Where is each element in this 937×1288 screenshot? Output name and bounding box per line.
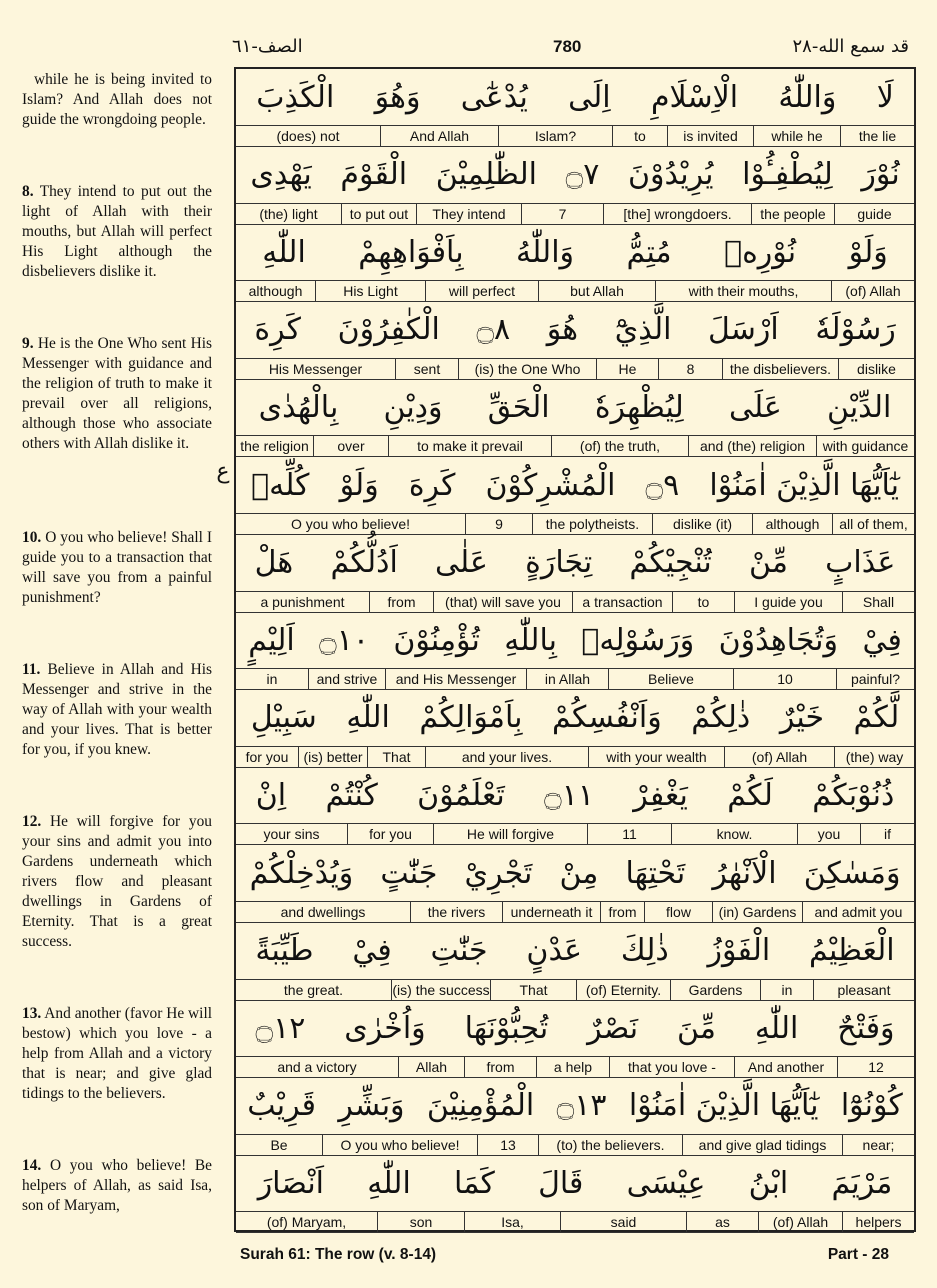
word-by-word-grid [234, 67, 916, 1232]
verse-number: 8. [22, 183, 34, 200]
arabic-word: ذُنُوْبَكُمْ [812, 777, 895, 813]
ruku-mark: ع [216, 459, 230, 484]
arabic-word: رَسُوْلَهٗ [815, 312, 896, 348]
arabic-word: يٰٓاَيُّهَا الَّذِيْنَ اٰمَنُوْا [709, 467, 899, 503]
arabic-word: اِلَى [568, 79, 611, 115]
gloss-cell: to [612, 126, 667, 146]
english-gloss-line [236, 824, 914, 845]
arabic-word: الْاَنْهٰرُ [712, 855, 777, 891]
verse-row [236, 69, 914, 147]
arabic-word: يُرِيْدُوْنَ [627, 157, 714, 193]
arabic-word: ۝١١ [544, 777, 594, 813]
arabic-word: وَلَوْ [339, 467, 379, 503]
gloss-cell: (in) Gardens [712, 902, 802, 922]
gloss-cell: as [686, 1212, 758, 1232]
gloss-cell: (the) light [259, 205, 318, 222]
gloss-cell: 10 [733, 669, 836, 689]
gloss-cell: the religion [240, 438, 309, 455]
gloss-cell: 8 [658, 359, 722, 379]
verse-number: 9. [22, 335, 34, 352]
arabic-word: مِّنَ [677, 1010, 716, 1046]
arabic-word: بِالْهُدٰى [258, 389, 339, 425]
verse-row [236, 1155, 914, 1233]
arabic-word: كُلِّهٖ [251, 467, 310, 503]
verse-row [236, 457, 914, 535]
arabic-line [236, 1000, 914, 1057]
verse-row [236, 1000, 914, 1078]
gloss-cell: [the] wrongdoers. [603, 204, 751, 224]
gloss-cell: with their mouths, [655, 281, 831, 301]
gloss-cell: and give glad tidings [682, 1135, 842, 1155]
gloss-cell: from [464, 1057, 536, 1077]
gloss-cell: (of) the truth, [551, 436, 688, 456]
footer-surah: Surah 61: The row (v. 8-14) [240, 1246, 437, 1263]
verse-text: O you who believe! Be helpers of Allah, as said Isa, son of Maryam, [22, 1157, 212, 1214]
verse-number: 13. [22, 1005, 42, 1022]
arabic-word: يَهْدِى [250, 157, 312, 193]
translation-verse [22, 182, 212, 282]
gloss-cell: Isa, [464, 1212, 560, 1232]
verse-number: 11. [22, 661, 41, 678]
gloss-cell: the disbelievers. [722, 359, 838, 379]
verse-text: He is the One Who sent His Messenger with guidance and the religion of truth to make it prevail over all religions, although those who associate others with Allah dislike it. [22, 335, 212, 452]
gloss-cell: from [600, 902, 644, 922]
arabic-word: لَّكُمْ [853, 700, 900, 736]
arabic-line [236, 535, 914, 592]
arabic-word: لِيُطْفِـُٔوْا [742, 157, 833, 193]
arabic-line [236, 1078, 914, 1135]
arabic-word: الظّٰلِمِيْنَ [435, 157, 537, 193]
arabic-word: عِيْسَى [626, 1165, 706, 1201]
translation-verse [22, 660, 212, 760]
gloss-cell: (the) way [834, 747, 914, 767]
arabic-word: اِنْ [255, 777, 287, 813]
verse-text: O you who believe! Shall I guide you to a transaction that will save you from a painful punishment? [22, 529, 212, 606]
arabic-line [236, 147, 914, 204]
arabic-word: اَدُلُّكُمْ [330, 545, 398, 581]
arabic-line [236, 845, 914, 902]
arabic-word: الْمُؤْمِنِيْنَ [426, 1088, 535, 1124]
gloss-cell: (is) the success [392, 981, 490, 998]
gloss-cell: And another [734, 1057, 837, 1077]
english-gloss-line [236, 1057, 914, 1078]
gloss-cell: for you [245, 748, 289, 765]
arabic-word: كُنْتُمْ [325, 777, 378, 813]
arabic-word: سَبِيْلِ [250, 700, 317, 736]
arabic-word: ۝٧ [565, 157, 600, 193]
arabic-line [236, 612, 914, 669]
arabic-word: الْكَذِبَ [256, 79, 335, 115]
arabic-word: مِّنْ [749, 545, 788, 581]
gloss-cell: a transaction [572, 592, 672, 612]
gloss-cell: (to) the believers. [538, 1135, 682, 1155]
arabic-word: اَنْصَارَ [257, 1165, 325, 1201]
arabic-word: طَيِّبَةً [255, 933, 314, 969]
arabic-line [236, 923, 914, 980]
arabic-line [236, 690, 914, 747]
gloss-cell: underneath it [502, 902, 600, 922]
gloss-cell: helpers [842, 1212, 914, 1232]
gloss-cell: Allah [398, 1057, 464, 1077]
arabic-word: ذٰلِكَ [620, 933, 669, 969]
verse-row [236, 767, 914, 845]
gloss-cell: near; [842, 1135, 914, 1155]
arabic-word: فِيْ [352, 933, 392, 969]
gloss-cell: the people [751, 204, 834, 224]
arabic-word: تَعْلَمُوْنَ [417, 777, 505, 813]
gloss-cell: I guide you [734, 592, 842, 612]
arabic-word: تُنْجِيْكُمْ [629, 545, 712, 581]
arabic-word: كَرِهَ [254, 312, 301, 348]
english-gloss-line [236, 1135, 914, 1156]
gloss-cell: that you love - [609, 1057, 734, 1077]
gloss-cell: 7 [521, 204, 603, 224]
gloss-cell: Believe [608, 669, 733, 689]
gloss-cell: and strive [308, 669, 385, 689]
translation-verse [22, 812, 212, 952]
arabic-word: وَاللّٰهُ [778, 79, 837, 115]
gloss-cell: will perfect [425, 281, 538, 301]
verse-row [236, 1078, 914, 1156]
gloss-cell: That [367, 747, 425, 767]
arabic-word: الدِّيْنِ [826, 389, 892, 425]
gloss-cell: (of) Allah [724, 747, 834, 767]
arabic-word: لَا [876, 79, 894, 115]
arabic-word: خَيْرٌ [779, 700, 824, 736]
arabic-word: تَحْتِهَا [625, 855, 686, 891]
arabic-word: ۝١٠ [319, 622, 369, 658]
gloss-cell: but Allah [538, 281, 655, 301]
arabic-word: هَلْ [254, 545, 294, 581]
arabic-word: وَاَنْفُسِكُمْ [552, 700, 662, 736]
arabic-word: جَنّٰتِ [430, 933, 488, 969]
arabic-line [236, 767, 914, 824]
arabic-word: قَرِيْبٌ [247, 1088, 316, 1124]
arabic-word: مَرْيَمَ [831, 1165, 893, 1201]
arabic-word: يٰٓاَيُّهَا الَّذِيْنَ اٰمَنُوْا [628, 1088, 819, 1124]
arabic-word: لَكُمْ [727, 777, 773, 813]
gloss-cell: for you [347, 824, 433, 844]
arabic-word: وَمَسٰكِنَ [803, 855, 901, 891]
arabic-word: مِنْ [559, 855, 599, 891]
arabic-word: عَلَى [728, 389, 782, 425]
surah-title-arabic: الصف-٦١ [232, 36, 303, 57]
arabic-word: عَذَابٍ [825, 545, 896, 581]
gloss-cell: He [596, 359, 658, 379]
arabic-word: وَاُخْرٰى [344, 1010, 426, 1046]
translation-verse [22, 70, 212, 130]
verse-row [236, 923, 914, 1001]
english-gloss-line [236, 514, 914, 535]
arabic-word: تِجَارَةٍ [525, 545, 593, 581]
arabic-word: اَلِيْمٍ [248, 622, 295, 658]
gloss-cell: (of) Eternity. [576, 980, 670, 1000]
gloss-cell: the rivers [410, 902, 502, 922]
arabic-word: تُؤْمِنُوْنَ [393, 622, 480, 658]
arabic-word: اَرْسَلَ [708, 312, 779, 348]
arabic-word: اللّٰهِ [346, 700, 390, 736]
english-gloss-line [236, 669, 914, 690]
arabic-word: الْاِسْلَامِ [650, 79, 739, 115]
arabic-word: بِاللّٰهِ [504, 622, 557, 658]
gloss-cell: flow [644, 902, 712, 922]
english-gloss-line [236, 980, 914, 1001]
gloss-cell: a punishment [260, 593, 345, 610]
gloss-cell: and a victory [277, 1059, 357, 1076]
arabic-line [236, 224, 914, 281]
verse-row [236, 379, 914, 457]
gloss-cell: a help [536, 1057, 609, 1077]
verse-row [236, 302, 914, 380]
english-gloss-line [236, 281, 914, 302]
gloss-cell: Shall [842, 592, 914, 612]
gloss-cell: And Allah [380, 126, 498, 146]
gloss-cell: in [760, 980, 813, 1000]
arabic-word: يُدْعٰٓى [460, 79, 528, 115]
arabic-word: وَلَوْ [848, 234, 888, 270]
verse-number: 12. [22, 813, 42, 830]
gloss-cell: in [266, 671, 278, 688]
arabic-word: كَرِهَ [408, 467, 456, 503]
translation-verse [22, 1156, 212, 1216]
gloss-cell: O you who believe! [322, 1135, 477, 1155]
gloss-cell: dislike (it) [652, 514, 752, 534]
gloss-cell: in Allah [526, 669, 608, 689]
gloss-cell: you [797, 824, 860, 844]
english-gloss-line [236, 204, 914, 225]
gloss-cell: son [377, 1212, 464, 1232]
arabic-line [236, 379, 914, 436]
arabic-word: الْكٰفِرُوْنَ [337, 312, 440, 348]
arabic-word: بِاَفْوَاهِهِمْ [358, 234, 464, 270]
arabic-word: وَاللّٰهُ [516, 234, 575, 270]
gloss-cell: and His Messenger [385, 669, 526, 689]
arabic-word: تُحِبُّوْنَهَا [464, 1010, 549, 1046]
gloss-cell: all of them, [832, 514, 914, 534]
gloss-cell: know. [671, 824, 797, 844]
gloss-cell: sent [395, 359, 458, 379]
gloss-cell: (is) better [298, 747, 367, 767]
gloss-cell: while he [753, 126, 840, 146]
arabic-word: عَلٰى [435, 545, 488, 581]
verse-text: And another (favor He will bestow) which you love - a help from Allah and a victory that is near; and give glad tidings to the believers. [22, 1005, 213, 1102]
verse-text: He will forgive for you your sins and admit you into Gardens underneath which rivers flow and pleasant dwellings in Gardens of Eternity. That is a great success. [22, 813, 212, 950]
gloss-cell: (of) Allah [831, 281, 914, 301]
verse-number: 14. [22, 1157, 42, 1174]
verse-row [236, 147, 914, 225]
gloss-cell: 11 [587, 824, 671, 844]
gloss-cell: 12 [837, 1057, 914, 1077]
gloss-cell: (is) the One Who [458, 359, 596, 379]
gloss-cell: That [490, 980, 576, 1000]
gloss-cell: painful? [836, 669, 914, 689]
gloss-cell: to put out [341, 204, 416, 224]
arabic-word: فِيْ [862, 622, 902, 658]
arabic-word: اللّٰهِ [754, 1010, 799, 1046]
gloss-cell: and your lives. [425, 747, 588, 767]
gloss-cell: your sins [263, 826, 320, 843]
gloss-cell: although [752, 514, 832, 534]
arabic-word: جَنّٰتٍ [380, 855, 438, 891]
verse-text: while he is being invited to Islam? And Allah does not guide the wrongdoing people. [22, 71, 212, 128]
gloss-cell: Be [270, 1136, 288, 1153]
english-gloss-line [236, 902, 914, 923]
arabic-word: نَصْرٌ [587, 1010, 639, 1046]
arabic-line [236, 302, 914, 359]
gloss-cell: the lie [840, 126, 914, 146]
gloss-cell: although [248, 283, 303, 300]
arabic-word: وَرَسُوْلِهٖ [581, 622, 695, 658]
arabic-word: عَدْنٍ [526, 933, 583, 969]
gloss-cell: the polytheists. [532, 514, 652, 534]
english-gloss-line [236, 126, 914, 147]
verse-number: 10. [22, 529, 42, 546]
arabic-word: قَالَ [538, 1165, 584, 1201]
gloss-cell: the great. [283, 981, 344, 998]
gloss-cell: if [860, 824, 914, 844]
gloss-cell: Islam? [498, 126, 612, 146]
arabic-word: وَفَتْحٌ [837, 1010, 895, 1046]
gloss-cell: (of) Allah [758, 1212, 842, 1232]
arabic-word: كَمَا [454, 1165, 495, 1201]
gloss-cell: over [313, 436, 388, 456]
arabic-word: اللّٰهِ [262, 234, 306, 270]
arabic-word: وَبَشِّرِ [338, 1088, 405, 1124]
arabic-word: كُوْنُوْٓا [840, 1088, 903, 1124]
arabic-word: ذٰلِكُمْ [691, 700, 751, 736]
gloss-cell: and admit you [802, 902, 914, 922]
page-number: 780 [553, 37, 582, 56]
gloss-cell: pleasant [813, 980, 914, 1000]
arabic-word: نُوْرِهٖ [724, 234, 797, 270]
gloss-cell: (that) will save you [433, 592, 572, 612]
arabic-word: ابْنُ [748, 1165, 789, 1201]
arabic-word: يَغْفِرْ [633, 777, 688, 813]
verse-row [236, 224, 914, 302]
english-gloss-line [236, 592, 914, 613]
arabic-word: الْعَظِيْمُ [809, 933, 895, 969]
gloss-cell: to [672, 592, 734, 612]
gloss-cell: dislike [838, 359, 914, 379]
gloss-cell: He will forgive [433, 824, 587, 844]
gloss-cell: His Light [315, 281, 425, 301]
verse-row [236, 845, 914, 923]
gloss-cell: They intend [416, 204, 521, 224]
verse-row [236, 535, 914, 613]
arabic-word: وَهُوَ [374, 79, 421, 115]
arabic-word: اللّٰهِ [367, 1165, 411, 1201]
gloss-cell: Gardens [670, 980, 760, 1000]
arabic-line [236, 457, 914, 514]
arabic-word: مُتِمُّ [626, 234, 672, 270]
translation-verse [22, 334, 212, 454]
gloss-cell: and dwellings [280, 904, 366, 920]
arabic-word: وَدِيْنِ [383, 389, 443, 425]
footer-part: Part - 28 [827, 1246, 889, 1263]
arabic-word: وَيُدْخِلْكُمْ [249, 855, 354, 891]
arabic-word: نُوْرَ [861, 157, 900, 193]
gloss-cell: with guidance [816, 436, 914, 456]
gloss-cell: with your wealth [588, 747, 724, 767]
arabic-word: الْمُشْرِكُوْنَ [485, 467, 616, 503]
arabic-word: الْفَوْزُ [707, 933, 771, 969]
arabic-word: ۝٨ [476, 312, 511, 348]
arabic-word: ۝٩ [645, 467, 680, 503]
gloss-cell: (does) not [276, 128, 340, 144]
arabic-word: وَتُجَاهِدُوْنَ [718, 622, 839, 658]
juz-title-arabic: قد سمع الله-٢٨ [792, 36, 909, 57]
arabic-word: تَجْرِيْ [464, 855, 533, 891]
gloss-cell: is invited [667, 126, 753, 146]
gloss-cell: said [560, 1212, 686, 1232]
arabic-line [236, 69, 914, 126]
english-gloss-line [236, 747, 914, 768]
gloss-cell: O you who believe! [290, 516, 411, 532]
gloss-cell: His Messenger [268, 360, 363, 377]
arabic-word: بِاَمْوَالِكُمْ [419, 700, 523, 736]
english-gloss-line [236, 436, 914, 457]
english-gloss-line [236, 359, 914, 380]
gloss-cell: 13 [477, 1135, 538, 1155]
translation-verse [22, 1004, 212, 1104]
arabic-word: ۝١٣ [556, 1088, 607, 1124]
arabic-word: الَّذِيْٓ [614, 312, 672, 348]
arabic-word: الْحَقِّ [487, 389, 550, 425]
gloss-cell: 9 [465, 514, 532, 534]
arabic-word: هُوَ [546, 312, 579, 348]
verse-text: Believe in Allah and His Messenger and strive in the way of Allah with your wealth and your lives. That is better for you, if you knew. [22, 661, 212, 758]
verse-text: They intend to put out the light of Allah with their mouths, but Allah will perfect His Light although the disbelievers dislike it. [22, 183, 213, 280]
arabic-word: ۝١٢ [255, 1010, 306, 1046]
gloss-cell: (of) Maryam, [266, 1214, 347, 1231]
arabic-word: لِيُظْهِرَهٗ [594, 389, 684, 425]
verse-row [236, 690, 914, 768]
verse-row [236, 612, 914, 690]
arabic-line [236, 1155, 914, 1212]
english-gloss-line [236, 1212, 914, 1233]
gloss-cell: guide [834, 204, 914, 224]
arabic-word: الْقَوْمَ [340, 157, 408, 193]
translation-verse [22, 528, 212, 608]
gloss-cell: and (the) religion [688, 436, 816, 456]
gloss-cell: to make it prevail [388, 436, 551, 456]
gloss-cell: from [369, 592, 433, 612]
